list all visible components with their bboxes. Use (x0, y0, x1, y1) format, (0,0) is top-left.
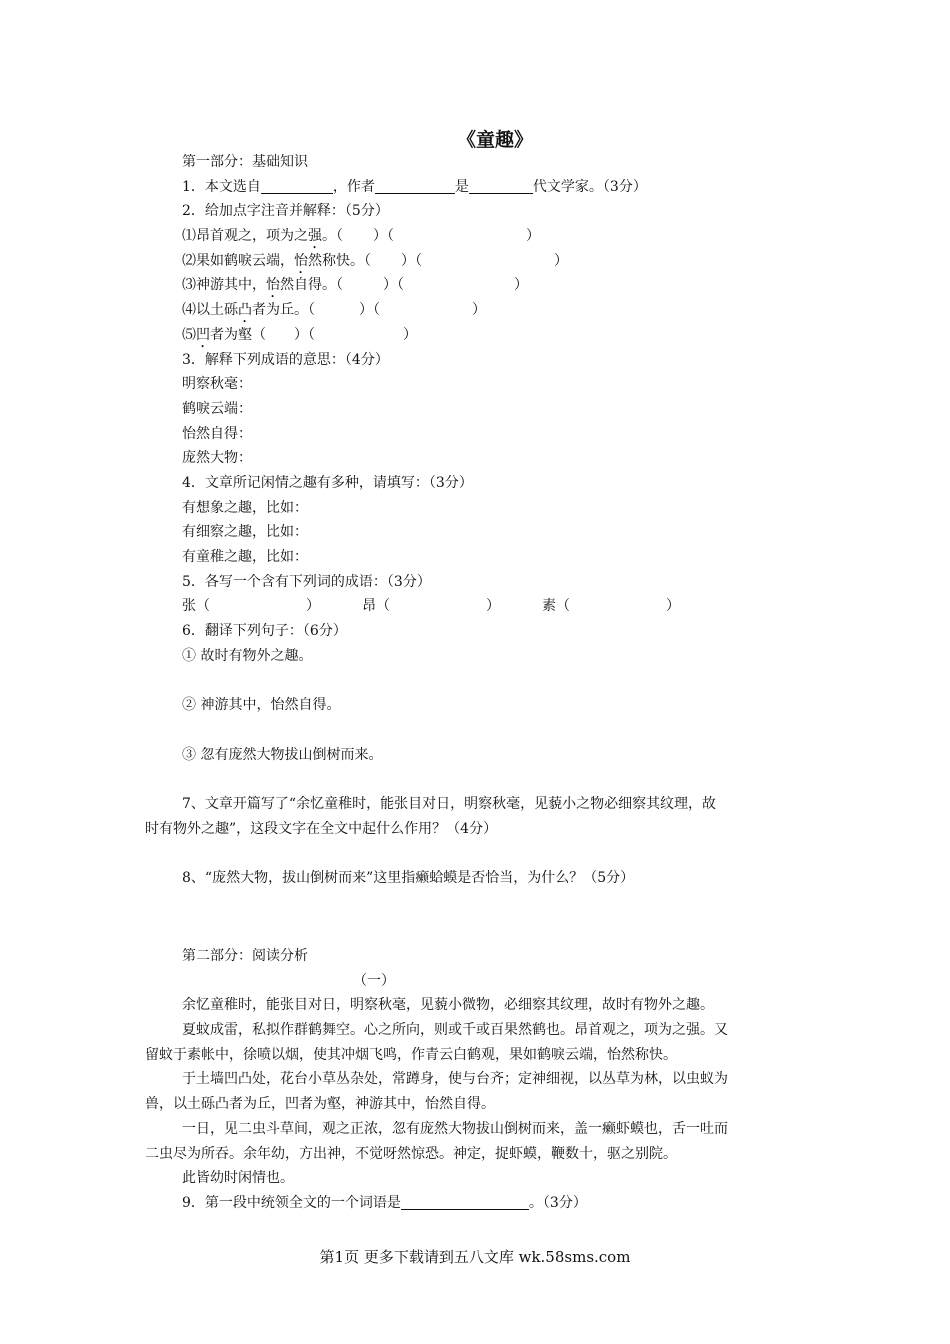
answer-blank (401, 1193, 529, 1210)
passage-paragraph-continued: 留蚊于素帐中，徐喷以烟，使其冲烟飞鸣，作青云白鹤观，果如鹤唳云端，怡然称快。 (145, 1046, 677, 1063)
answer-blank (469, 177, 533, 194)
passage-paragraph-continued: 兽，以土砾凸者为丘，凹者为壑，神游其中，怡然自得。 (145, 1096, 495, 1113)
page-footer: 第1页 更多下载请到五八文库 wk.58sms.com (319, 1248, 631, 1266)
question-3-item: 怡然自得： (182, 425, 252, 442)
question-6-item: ③ 忽有庞然大物拔山倒树而来。 (182, 746, 383, 763)
question-2-item: ⑸凹者为壑（ ）（ ） (182, 326, 417, 343)
question-8: 8、“庞然大物，拔山倒树而来”这里指癞蛤蟆是否恰当，为什么？（5分） (182, 869, 635, 886)
question-3-item: 鹤唳云端： (182, 400, 252, 417)
question-3-item: 明察秋毫： (182, 376, 252, 393)
question-3-item: 庞然大物： (182, 450, 252, 467)
passage-paragraph: 此皆幼时闲情也。 (182, 1170, 294, 1187)
passage-paragraph: 于土墙凹凸处，花台小草丛杂处，常蹲身，使与台齐；定神细视，以丛草为林，以虫蚁为 (182, 1071, 728, 1088)
question-4-heading: 4．文章所记闲情之趣有多种，请填写：（3分） (182, 474, 473, 491)
question-6-item: ① 故时有物外之趣。 (182, 647, 313, 664)
answer-blank (261, 177, 333, 194)
part2-subheading: （一） (353, 972, 395, 989)
passage-paragraph: 一日，见二虫斗草间，观之正浓，忽有庞然大物拔山倒树而来，盖一癞虾蟆也，舌一吐而 (182, 1120, 728, 1137)
question-4-item: 有想象之趣，比如： (182, 499, 308, 516)
answer-blank (375, 177, 455, 194)
question-7-line: 时有物外之趣”，这段文字在全文中起什么作用？（4分） (145, 820, 498, 837)
question-5-items: 张（ ） 昂（ ） 素（ ） (182, 598, 680, 615)
passage-paragraph: 余忆童稚时，能张目对日，明察秋毫，见藐小微物，必细察其纹理，故时有物外之趣。 (182, 997, 714, 1014)
question-2-item: ⑴昂首观之，项为之强。（ ）（ ） (182, 228, 540, 245)
passage-paragraph-continued: 二虫尽为所吞。余年幼，方出神，不觉呀然惊恐。神定，捉虾蟆，鞭数十，驱之别院。 (145, 1145, 677, 1162)
passage-paragraph: 夏蚊成雷，私拟作群鹤舞空。心之所向，则或千或百果然鹤也。昂首观之，项为之强。又 (182, 1022, 728, 1039)
question-6-item: ② 神游其中，怡然自得。 (182, 697, 341, 714)
question-2-item: ⑵果如鹤唳云端，怡然称快。（ ）（ ） (182, 252, 568, 269)
part1-heading: 第一部分：基础知识 (182, 154, 308, 170)
question-2-item: ⑷以土砾凸者为丘。（ ）（ ） (182, 302, 486, 319)
question-2-item: ⑶神游其中，怡然自得。（ ）（ ） (182, 277, 528, 294)
document-title: 《童趣》 (456, 129, 533, 151)
question-9: 9．第一段中统领全文的一个词语是 。（3分） (182, 1194, 587, 1211)
question-3-heading: 3．解释下列成语的意思：（4分） (182, 351, 389, 368)
question-4-item: 有细察之趣，比如： (182, 524, 308, 541)
question-2-heading: 2．给加点字注音并解释：（5分） (182, 203, 389, 220)
question-7-line: 7、文章开篇写了“余忆童稚时，能张目对日，明察秋毫，见藐小之物必细察其纹理，故 (182, 795, 717, 812)
part2-heading: 第二部分：阅读分析 (182, 948, 308, 965)
question-1: 1．本文选自 ，作者 是 代文学家。（3分） (182, 178, 647, 195)
question-6-heading: 6．翻译下列句子：（6分） (182, 623, 347, 640)
document-body (145, 150, 807, 1216)
question-5-heading: 5．各写一个含有下列词的成语：（3分） (182, 573, 431, 590)
question-4-item: 有童稚之趣，比如： (182, 549, 308, 565)
